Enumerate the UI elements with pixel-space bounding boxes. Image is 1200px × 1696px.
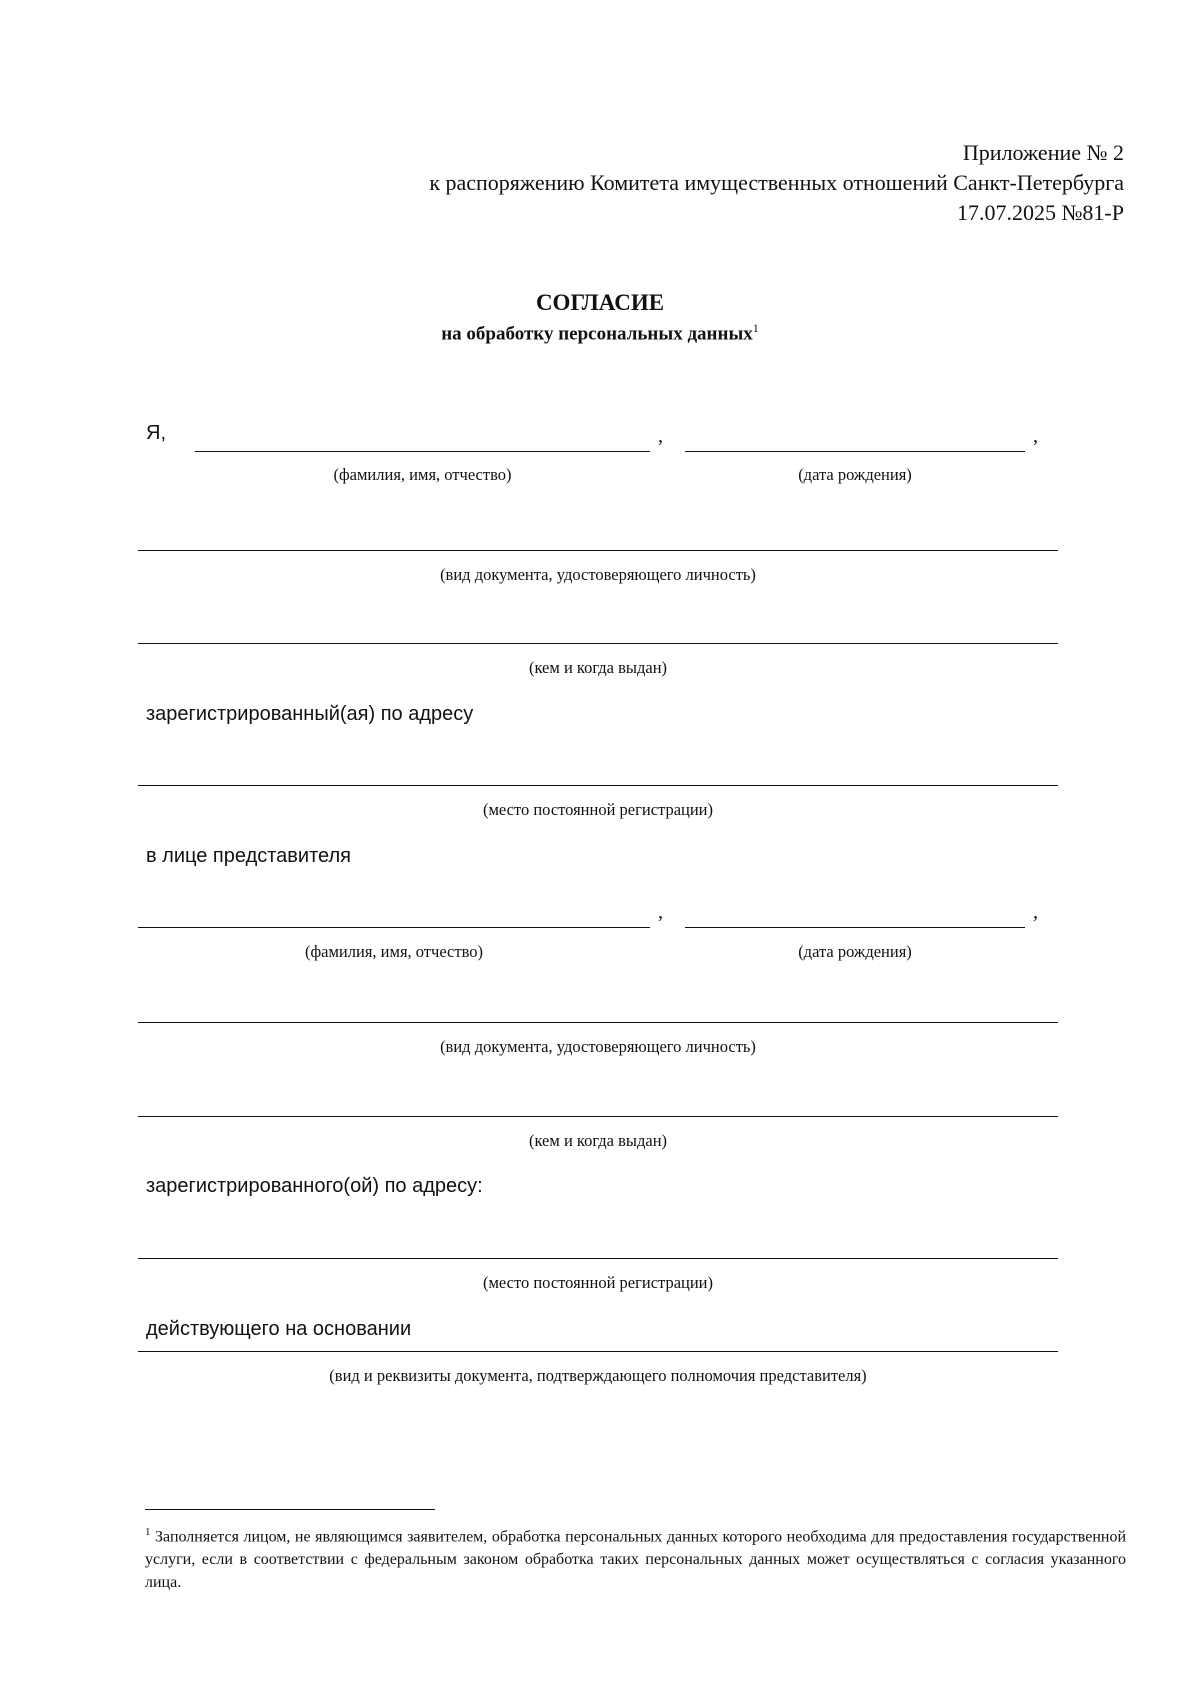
appendix-order-date: 17.07.2025 №81-Р <box>956 200 1124 225</box>
appendix-order-reference: к распоряжению Комитета имущественных отношений Санкт-Петербурга <box>429 170 1124 195</box>
applicant-id-doc-line[interactable] <box>138 550 1058 551</box>
representative-birthdate-caption: (дата рождения) <box>798 942 912 961</box>
subtitle-text: на обработку персональных данных <box>441 323 753 345</box>
applicant-birthdate-caption: (дата рождения) <box>798 465 912 484</box>
comma: , <box>1033 901 1038 923</box>
representative-registered-label: зарегистрированного(ой) по адресу: <box>146 1175 483 1197</box>
footnote-reference: 1 <box>752 321 759 335</box>
representative-birthdate-line[interactable] <box>685 927 1025 928</box>
acting-basis-label: действующего на основании <box>146 1318 412 1340</box>
representative-fio-caption: (фамилия, имя, отчество) <box>304 942 484 961</box>
representative-issued-line[interactable] <box>138 1116 1058 1117</box>
appendix-number: Приложение № 2 <box>962 140 1124 165</box>
ya-label: Я, <box>146 422 166 444</box>
applicant-fio-caption: (фамилия, имя, отчество) <box>333 465 512 484</box>
applicant-address-caption: (место постоянной регистрации) <box>482 800 714 819</box>
representative-address-line[interactable] <box>138 1258 1058 1259</box>
authority-document-line[interactable] <box>138 1351 1058 1352</box>
document-title: СОГЛАСИЕ <box>535 290 665 315</box>
representative-fio-line[interactable] <box>138 927 650 928</box>
applicant-address-line[interactable] <box>138 785 1058 786</box>
applicant-fio-line[interactable] <box>195 451 650 452</box>
authority-document-caption: (вид и реквизиты документа, подтверждающего полномочия представителя) <box>329 1366 867 1385</box>
footnote-mark: 1 <box>145 1526 151 1538</box>
footnote <box>145 1521 1126 1594</box>
applicant-issued-line[interactable] <box>138 643 1058 644</box>
registered-label: зарегистрированный(ая) по адресу <box>146 703 474 725</box>
representative-id-doc-line[interactable] <box>138 1022 1058 1023</box>
applicant-id-doc-caption: (вид документа, удостоверяющего личность) <box>440 565 756 584</box>
representative-issued-caption: (кем и когда выдан) <box>528 1131 668 1150</box>
comma: , <box>658 901 663 923</box>
document-subtitle <box>0 321 1200 345</box>
footnote-text: Заполняется лицом, не являющимся заявителем, обработка персональных данных которого необходима для предоставления государственной услуги, если в соответствии с федеральным законом обработка таких персональных данных может осуществляться с согласия указанного лица. <box>145 1528 1127 1592</box>
footnote-separator <box>145 1509 435 1510</box>
representative-id-doc-caption: (вид документа, удостоверяющего личность) <box>440 1037 756 1056</box>
comma: , <box>658 425 663 447</box>
representative-address-caption: (место постоянной регистрации) <box>482 1273 714 1292</box>
comma: , <box>1033 425 1038 447</box>
representative-label: в лице представителя <box>146 845 351 867</box>
applicant-issued-caption: (кем и когда выдан) <box>528 658 668 677</box>
applicant-birthdate-line[interactable] <box>685 451 1025 452</box>
